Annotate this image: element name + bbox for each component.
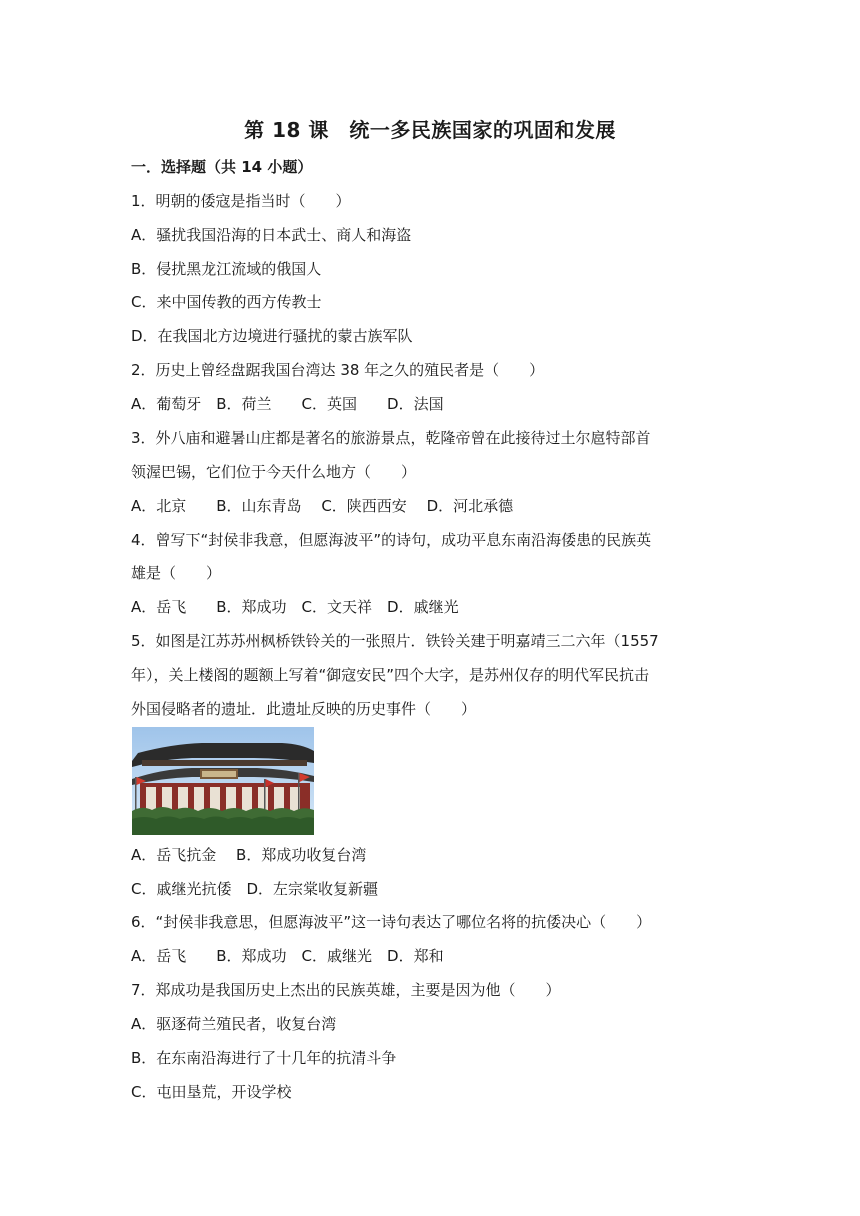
- option-d: D．在我国北方边境进行骚扰的蒙古族军队: [131, 327, 413, 345]
- question-2: 2．历史上曾经盘踞我国台湾达 38 年之久的殖民者是（ ）: [131, 361, 545, 379]
- question-7: 7．郑成功是我国历史上杰出的民族英雄，主要是因为他（ ）: [131, 981, 561, 999]
- tieling-pass-photo: [132, 727, 314, 835]
- options-row: A．岳飞 B．郑成功 C．文天祥 D．戚继光: [131, 598, 459, 616]
- question-1: 1．明朝的倭寇是指当时（ ）: [131, 192, 351, 210]
- question-3-continued: 领渥巴锡，它们位于今天什么地方（ ）: [131, 463, 417, 481]
- option-a: A．驱逐荷兰殖民者，收复台湾: [131, 1015, 337, 1033]
- question-4: 4．曾写下“封侯非我意，但愿海波平”的诗句，成功平息东南沿海倭患的民族英: [131, 531, 652, 549]
- options-row: A．岳飞 B．郑成功 C．戚继光 D．郑和: [131, 947, 444, 965]
- question-5-continued: 外国侵略者的遗址．此遗址反映的历史事件（ ）: [131, 700, 477, 718]
- option-b: B．在东南沿海进行了十几年的抗清斗争: [131, 1049, 397, 1067]
- options-row: A．葡萄牙 B．荷兰 C．英国 D．法国: [131, 395, 444, 413]
- option-b: B．侵扰黑龙江流域的俄国人: [131, 260, 322, 278]
- question-5-continued: 年），关上楼阁的题额上写着“御寇安民”四个大字，是苏州仅存的明代军民抗击: [131, 666, 650, 684]
- options-row: C．戚继光抗倭 D．左宗棠收复新疆: [131, 880, 379, 898]
- option-a: A．骚扰我国沿海的日本武士、商人和海盗: [131, 226, 412, 244]
- question-6: 6．“封侯非我意思，但愿海波平”这一诗句表达了哪位名将的抗倭决心（ ）: [131, 913, 652, 931]
- page-title: 第 18 课 统一多民族国家的巩固和发展: [244, 118, 616, 142]
- option-c: C．屯田垦荒，开设学校: [131, 1083, 292, 1101]
- section-heading: 一．选择题（共 14 小题）: [131, 158, 313, 176]
- options-row: A．岳飞抗金 B．郑成功收复台湾: [131, 846, 367, 864]
- question-3: 3．外八庙和避暑山庄都是著名的旅游景点，乾隆帝曾在此接待过土尔扈特部首: [131, 429, 651, 447]
- option-c: C．来中国传教的西方传教士: [131, 293, 322, 311]
- options-row: A．北京 B．山东青岛 C．陕西西安 D．河北承德: [131, 497, 514, 515]
- question-5: 5．如图是江苏苏州枫桥铁铃关的一张照片．铁铃关建于明嘉靖三二六年（1557: [131, 632, 659, 650]
- question-4-continued: 雄是（ ）: [131, 564, 222, 582]
